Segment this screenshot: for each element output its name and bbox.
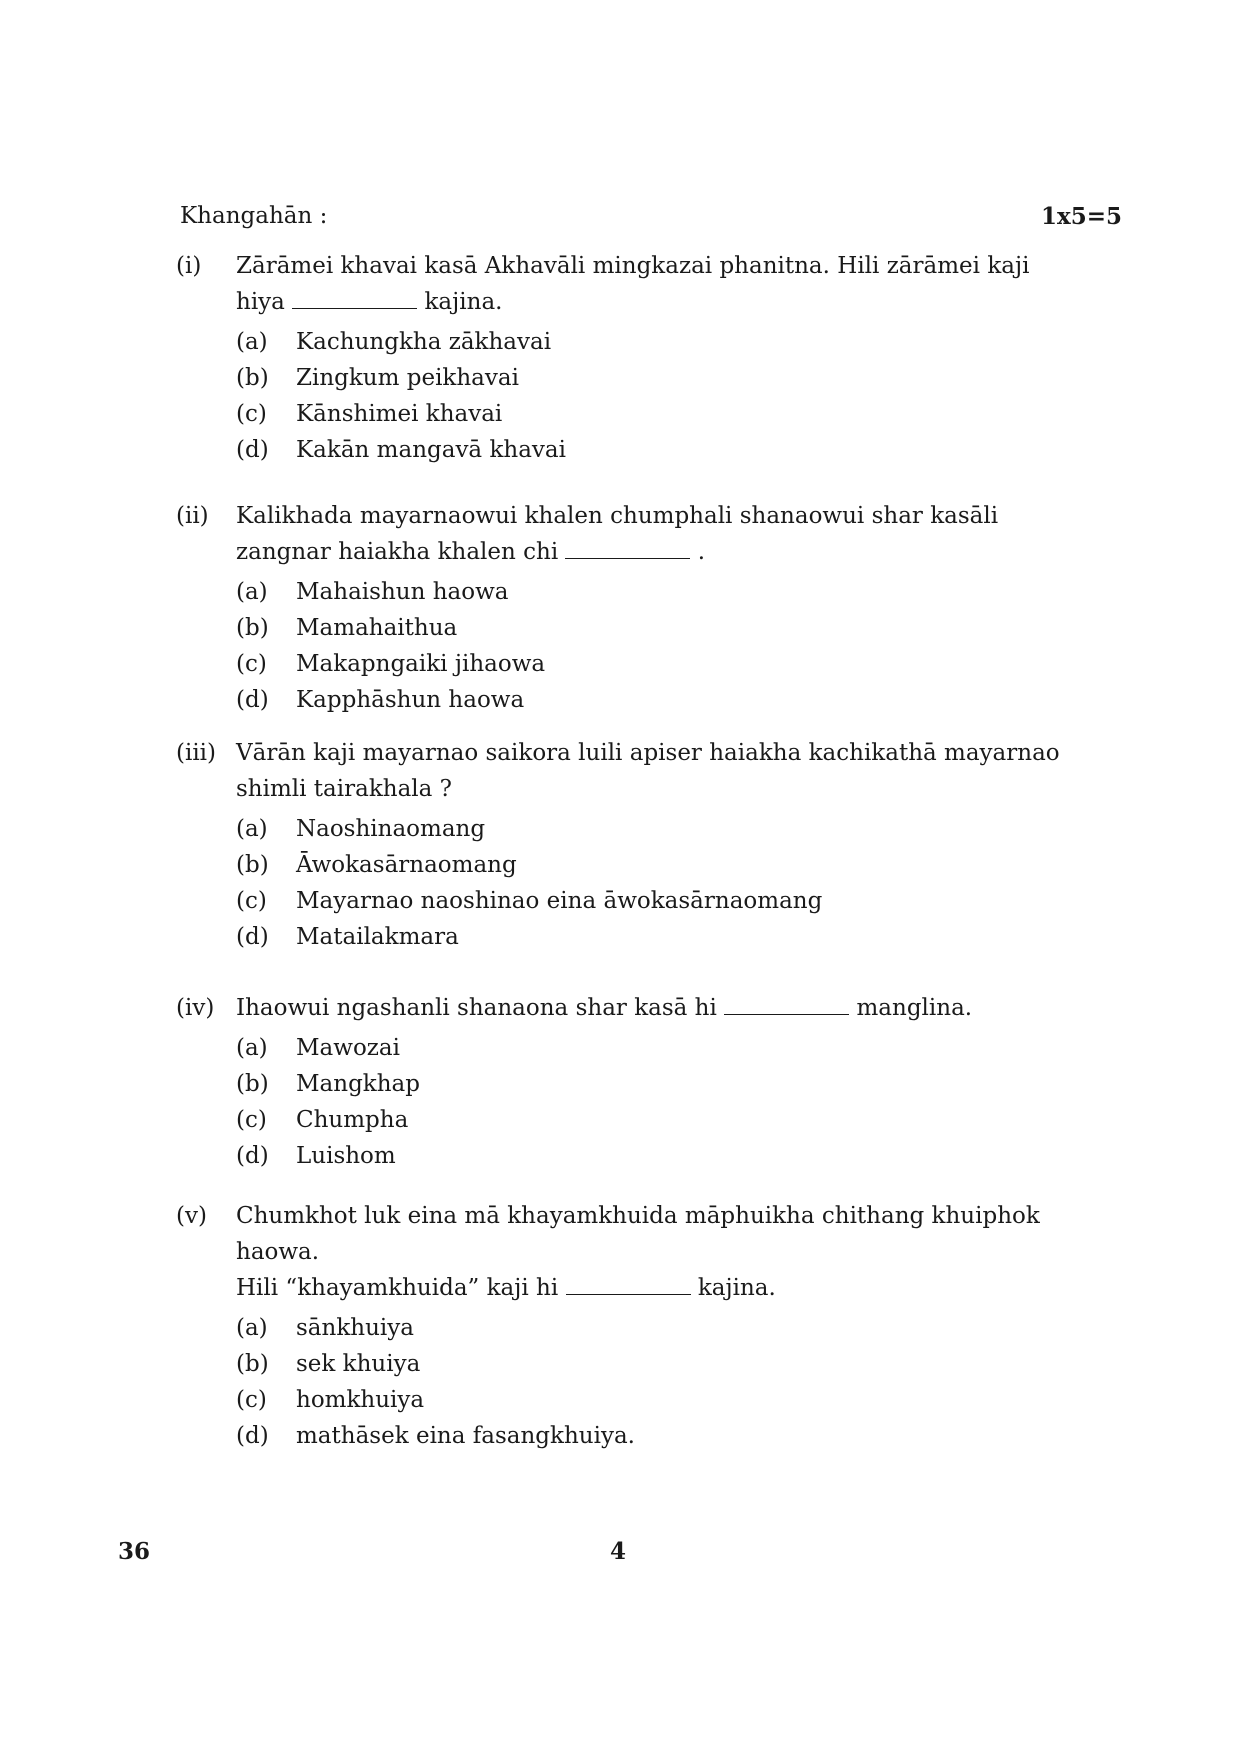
option-label: (d) bbox=[236, 1423, 269, 1449]
option-d bbox=[236, 1138, 1066, 1174]
options-list bbox=[236, 811, 1066, 955]
question-stem bbox=[236, 990, 1066, 1026]
option-b bbox=[236, 1346, 1066, 1382]
question-number: (i) bbox=[176, 253, 202, 279]
option-label: (a) bbox=[236, 816, 268, 842]
question-stem bbox=[236, 1198, 1066, 1306]
options-list bbox=[236, 324, 1066, 468]
options-list bbox=[236, 1310, 1066, 1454]
question-5 bbox=[176, 1198, 1066, 1454]
option-label: (b) bbox=[236, 1071, 269, 1097]
stem-line-2 bbox=[236, 1270, 1066, 1306]
paper-code: 36 bbox=[118, 1538, 151, 1565]
option-text: Makapngaiki jihaowa bbox=[296, 651, 546, 677]
option-text: Chumpha bbox=[296, 1107, 409, 1133]
option-label: (c) bbox=[236, 1387, 267, 1413]
option-label: (a) bbox=[236, 1315, 268, 1341]
option-label: (a) bbox=[236, 579, 268, 605]
option-text: Mawozai bbox=[296, 1035, 400, 1061]
option-label: (b) bbox=[236, 1351, 269, 1377]
option-d bbox=[236, 919, 1066, 955]
option-label: (c) bbox=[236, 888, 267, 914]
option-label: (b) bbox=[236, 365, 269, 391]
options-list bbox=[236, 574, 1066, 718]
option-c bbox=[236, 1382, 1066, 1418]
option-label: (c) bbox=[236, 401, 267, 427]
option-c bbox=[236, 1102, 1066, 1138]
option-b bbox=[236, 1066, 1066, 1102]
option-b bbox=[236, 360, 1066, 396]
question-number: (ii) bbox=[176, 503, 209, 529]
question-2 bbox=[176, 498, 1066, 718]
option-label: (a) bbox=[236, 1035, 268, 1061]
answer-blank bbox=[724, 992, 849, 1015]
question-stem bbox=[236, 735, 1066, 807]
page-number: 4 bbox=[610, 1538, 627, 1565]
stem-text: Vārān kaji mayarnao saikora luili apiser haiakha kachikathā mayarnao shimli tairakhala ? bbox=[236, 740, 1060, 802]
stem-text: Chumkhot luk eina mā khayamkhuida māphuikha chithang khuiphok haowa. bbox=[236, 1203, 1040, 1265]
stem-text-2: Hili “khayamkhuida” kaji hi bbox=[236, 1275, 559, 1301]
option-label: (c) bbox=[236, 651, 267, 677]
stem-text: Ihaowui ngashanli shanaona shar kasā hi bbox=[236, 995, 717, 1021]
question-stem bbox=[236, 498, 1066, 570]
option-text: mathāsek eina fasangkhuiya. bbox=[296, 1423, 635, 1449]
option-d bbox=[236, 432, 1066, 468]
option-d bbox=[236, 1418, 1066, 1454]
question-4 bbox=[176, 990, 1066, 1174]
option-c bbox=[236, 883, 1066, 919]
option-text: Naoshinaomang bbox=[296, 816, 486, 842]
option-a bbox=[236, 1310, 1066, 1346]
option-b bbox=[236, 847, 1066, 883]
option-text: Mahaishun haowa bbox=[296, 579, 509, 605]
answer-blank bbox=[292, 286, 417, 309]
section-title: Khangahān : bbox=[180, 203, 328, 229]
option-b bbox=[236, 610, 1066, 646]
option-text: Āwokasārnaomang bbox=[296, 852, 517, 878]
option-text: homkhuiya bbox=[296, 1387, 425, 1413]
option-a bbox=[236, 1030, 1066, 1066]
option-label: (d) bbox=[236, 924, 269, 950]
option-text: sek khuiya bbox=[296, 1351, 421, 1377]
option-label: (d) bbox=[236, 1143, 269, 1169]
option-a bbox=[236, 574, 1066, 610]
option-text: Kānshimei khavai bbox=[296, 401, 503, 427]
option-c bbox=[236, 396, 1066, 432]
option-text: Mangkhap bbox=[296, 1071, 420, 1097]
option-c bbox=[236, 646, 1066, 682]
stem-text: Zārāmei khavai kasā Akhavāli mingkazai phanitna. Hili zārāmei kaji hiya bbox=[236, 253, 1030, 315]
question-number: (iv) bbox=[176, 995, 215, 1021]
options-list bbox=[236, 1030, 1066, 1174]
option-label: (d) bbox=[236, 687, 269, 713]
question-3 bbox=[176, 735, 1066, 955]
option-text: Kachungkha zākhavai bbox=[296, 329, 552, 355]
option-text: Matailakmara bbox=[296, 924, 459, 950]
option-label: (c) bbox=[236, 1107, 267, 1133]
answer-blank bbox=[565, 536, 690, 559]
option-d bbox=[236, 682, 1066, 718]
marks-allocation: 1x5=5 bbox=[1041, 203, 1122, 230]
stem-text-end: kajina. bbox=[424, 289, 503, 315]
question-1 bbox=[176, 248, 1066, 468]
option-text: Mamahaithua bbox=[296, 615, 458, 641]
option-label: (d) bbox=[236, 437, 269, 463]
stem-text: Kalikhada mayarnaowui khalen chumphali shanaowui shar kasāli zangnar haiakha khalen chi bbox=[236, 503, 999, 565]
answer-blank bbox=[566, 1272, 691, 1295]
question-number: (iii) bbox=[176, 740, 217, 766]
stem-text-end: . bbox=[697, 539, 706, 565]
option-label: (b) bbox=[236, 615, 269, 641]
stem-text-end: manglina. bbox=[856, 995, 973, 1021]
option-label: (b) bbox=[236, 852, 269, 878]
question-number: (v) bbox=[176, 1203, 207, 1229]
option-text: Kapphāshun haowa bbox=[296, 687, 525, 713]
question-stem bbox=[236, 248, 1066, 320]
option-a bbox=[236, 811, 1066, 847]
option-text: sānkhuiya bbox=[296, 1315, 414, 1341]
option-label: (a) bbox=[236, 329, 268, 355]
option-text: Mayarnao naoshinao eina āwokasārnaomang bbox=[296, 888, 823, 914]
option-text: Zingkum peikhavai bbox=[296, 365, 519, 391]
option-text: Luishom bbox=[296, 1143, 396, 1169]
option-a bbox=[236, 324, 1066, 360]
stem-text-end: kajina. bbox=[697, 1275, 776, 1301]
option-text: Kakān mangavā khavai bbox=[296, 437, 566, 463]
